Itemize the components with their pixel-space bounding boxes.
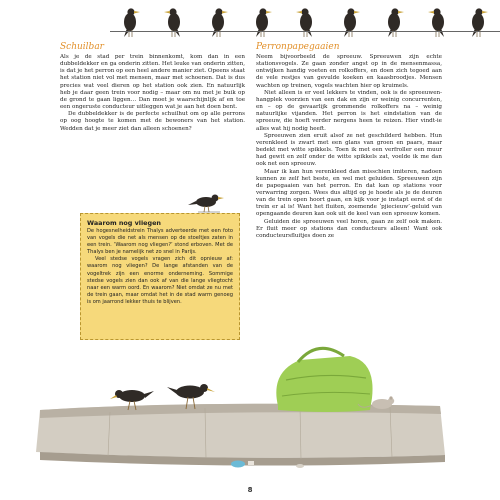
starling-icon (388, 8, 404, 37)
right-paragraph: Neem bijvoorbeeld de spreeuw. Spreeuwen zijn echte stationsvogels. Ze gaan zonder angst op in de mensenmassa, ontwijken handig voeten en rolkoffers, en doen zich tegoed aan de vele restjes van gevulde koeken en kaasbroodjes. Mensen wachten op treinen, vogels wachten hier op kruimels. (256, 54, 442, 89)
starlings-on-wire-illustration (110, 6, 500, 40)
right-column (256, 42, 442, 240)
green-bag-illustration (276, 348, 372, 412)
starling-icon (124, 8, 140, 37)
starling-perched-illustration (188, 195, 224, 213)
left-paragraph: Als je de stad per trein binnenkomt, kom dan in een dubbeldekker en ga onderin zitten. Het leuke van onderin zitten, is dat je het perron op een heel andere manier ziet. Opeens staat het station niet vol met mensen, maar met schoenen. Dat is dus precies wat veel dieren op het station ook zien. En natuurlijk heb je daar geen trein voor nodig – maar om nu met je buik op de grond te gaan liggen… Dan moet je waarschijnlijk af en toe een ongeruste conducteur uitleggen wat je aan het doen bent. (60, 54, 245, 111)
platform-illustration (36, 404, 445, 466)
top-wire-line (110, 31, 500, 32)
starling-icon (212, 8, 228, 37)
left-column (60, 42, 245, 133)
right-paragraph: Maar ik kan hun verenkleed dan misschien imiteren, nadoen kunnen ze zelf het beste, en wel met geluiden. Spreeuwen zijn de papegaaien van het perron. En dat kan op stations voor verwarring zorgen. Wees dus altijd op je hoede als je de deuren van de trein open hoort gaan, en kijk voor je instapt eerst of de trein er al is! Want het fluiten, zoemende ‘pjiecieuw’-geluid van opengaande deuren kan ook uit de keel van een spreeuw komen. (256, 168, 442, 218)
starling-foraging-illustration (167, 384, 215, 409)
starling-foraging-illustration (110, 390, 154, 410)
info-box-paragraph: Veel stedse vogels vragen zich dit opnieuw af: waarom nog vliegen? De lange afstanden van de vogeltrek zijn een enorme onderneming. Sommige stedse vogels zien dan ook af van die lange vliegtocht naar een warm oord. En waarom? Niet omdat ze nu met de trein gaan, maar omdat het in de stad warm genoeg is om jaarrond lekker thuis te blijven. (87, 256, 233, 305)
info-box-paragraph: De hogesnelheidstrein Thalys adverteerde met een foto van vogels die net als mensen op de stoeltjes zaten in een trein. ‘Waarom nog vliegen?’ stond erboven. Met de Thalys ben je namelijk net zo snel in Parijs. (87, 228, 233, 256)
mouse-illustration (358, 396, 394, 409)
info-box-title: Waarom nog vliegen (87, 219, 161, 227)
right-paragraph: Spreeuwen zien eruit alsof ze net geschilderd hebben. Hun verenkleed is zwart met een glans van groen en paars, maar bedekt met witte spikkels. Toen ik met een verfroller een muur had gewit en zelf onder de witte spikkels zat, voelde ik me dan ook net een spreeuw. (256, 132, 442, 168)
litter-illustration (231, 461, 304, 469)
section-heading-schuilbar: Schuilbar (60, 42, 104, 52)
starling-icon (344, 8, 360, 37)
right-paragraph: Geluiden die spreeuwen veel horen, gaan ze zelf ook maken. Er fluit meer op stations dan conducteurs alleen! Want ook conducteursfluitjes doen ze (256, 218, 442, 239)
info-box (80, 213, 240, 340)
left-paragraph: De dubbeldekker is de perfecte schuilhut om op alle perrons op oog hoogte te komen met de bewoners van het station. Wedden dat je meer ziet dan alleen schoenen? (60, 111, 245, 132)
starling-icon (428, 8, 444, 37)
right-paragraph: Niet alleen is er veel lekkers te vinden, ook is de spreeuwen-hangplek voorzien van een dak en zijn er weinig concurrenten, en – op de gevaarlijk grommende rolkoffers na – weinig natuurlijke vijanden. Het perron is het eindstation van de spreeuw, die hoeft verder nergens heen te reizen. Hier vindt-ie alles wat hij nodig heeft. (256, 89, 442, 132)
starling-icon (256, 8, 272, 37)
starling-icon (164, 8, 180, 37)
starling-icon (296, 8, 312, 37)
starling-icon (472, 8, 488, 37)
section-heading-perronpapegaaien: Perronpapegaaien (256, 42, 340, 52)
page-number: 8 (247, 486, 253, 494)
